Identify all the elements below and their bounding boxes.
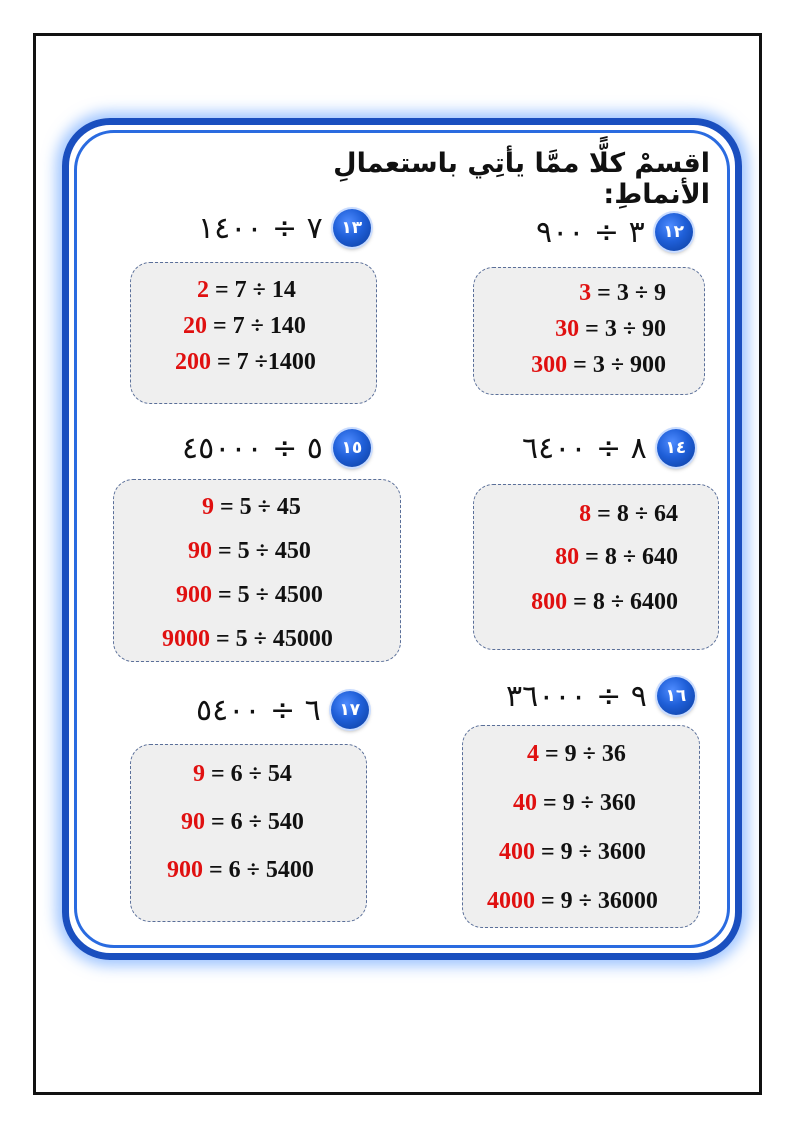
problem-12-line-2: 30 = 3 ÷ 90: [555, 316, 666, 342]
problem-15-line-1: 9 = 5 ÷ 45: [202, 494, 301, 520]
problem-16-header: [506, 676, 695, 716]
problem-12-line-3: 300 = 3 ÷ 900: [531, 352, 666, 378]
problem-13-number-badge: ١٣: [333, 209, 371, 247]
problem-15-answer-box: [113, 479, 401, 662]
problem-13-answer-box: [130, 262, 377, 404]
problem-15-line-3: 900 = 5 ÷ 4500: [176, 582, 323, 608]
problem-13-line-1: 2 = 7 ÷ 14: [197, 277, 296, 303]
problem-14-answer-box: [473, 484, 719, 650]
problem-16-line-4: 4000 = 9 ÷ 36000: [487, 888, 658, 914]
problem-13-expression: ٧ ÷ ١٤٠٠: [198, 210, 323, 246]
problem-15-line-2: 90 = 5 ÷ 450: [188, 538, 311, 564]
problem-13-line-2: 20 = 7 ÷ 140: [183, 313, 306, 339]
problem-17-line-3: 900 = 6 ÷ 5400: [167, 857, 314, 883]
problem-17-answer-box: [130, 744, 367, 922]
problem-16-number-badge: ١٦: [657, 677, 695, 715]
problem-16-line-3: 400 = 9 ÷ 3600: [499, 839, 646, 865]
problem-14-header: [522, 428, 695, 468]
problem-17-number-badge: ١٧: [331, 691, 369, 729]
problem-15-line-4: 9000 = 5 ÷ 45000: [162, 626, 333, 652]
problem-17-line-1: 9 = 6 ÷ 54: [193, 761, 292, 787]
problem-15-expression: ٥ ÷ ٤٥٠٠٠: [182, 430, 323, 466]
problem-14-line-2: 80 = 8 ÷ 640: [555, 544, 678, 570]
problem-12-line-1: 3 = 3 ÷ 9: [579, 280, 666, 306]
problem-16-line-1: 4 = 9 ÷ 36: [527, 741, 626, 767]
problem-13-line-3: 200 = 7 ÷1400: [175, 349, 316, 375]
problem-15-number-badge: ١٥: [333, 429, 371, 467]
problem-13-header: [198, 208, 371, 248]
problem-16-answer-box: [462, 725, 700, 928]
problem-14-expression: ٨ ÷ ٦٤٠٠: [522, 430, 647, 466]
worksheet-title: اقسمْ كلًّا ممَّا يأتِي باستعمالِ الأنماطِ:: [333, 148, 710, 210]
problem-12-expression: ٣ ÷ ٩٠٠: [536, 214, 645, 250]
problem-15-header: [182, 428, 371, 468]
problem-16-expression: ٩ ÷ ٣٦٠٠٠: [506, 678, 647, 714]
problem-14-line-3: 800 = 8 ÷ 6400: [531, 589, 678, 615]
problem-12-number-badge: ١٢: [655, 213, 693, 251]
problem-16-line-2: 40 = 9 ÷ 360: [513, 790, 636, 816]
problem-17-header: [196, 690, 369, 730]
problem-17-expression: ٦ ÷ ٥٤٠٠: [196, 692, 321, 728]
problem-14-line-1: 8 = 8 ÷ 64: [579, 501, 678, 527]
problem-12-answer-box: [473, 267, 705, 395]
problem-17-line-2: 90 = 6 ÷ 540: [181, 809, 304, 835]
problem-14-number-badge: ١٤: [657, 429, 695, 467]
problem-12-header: [536, 212, 693, 252]
